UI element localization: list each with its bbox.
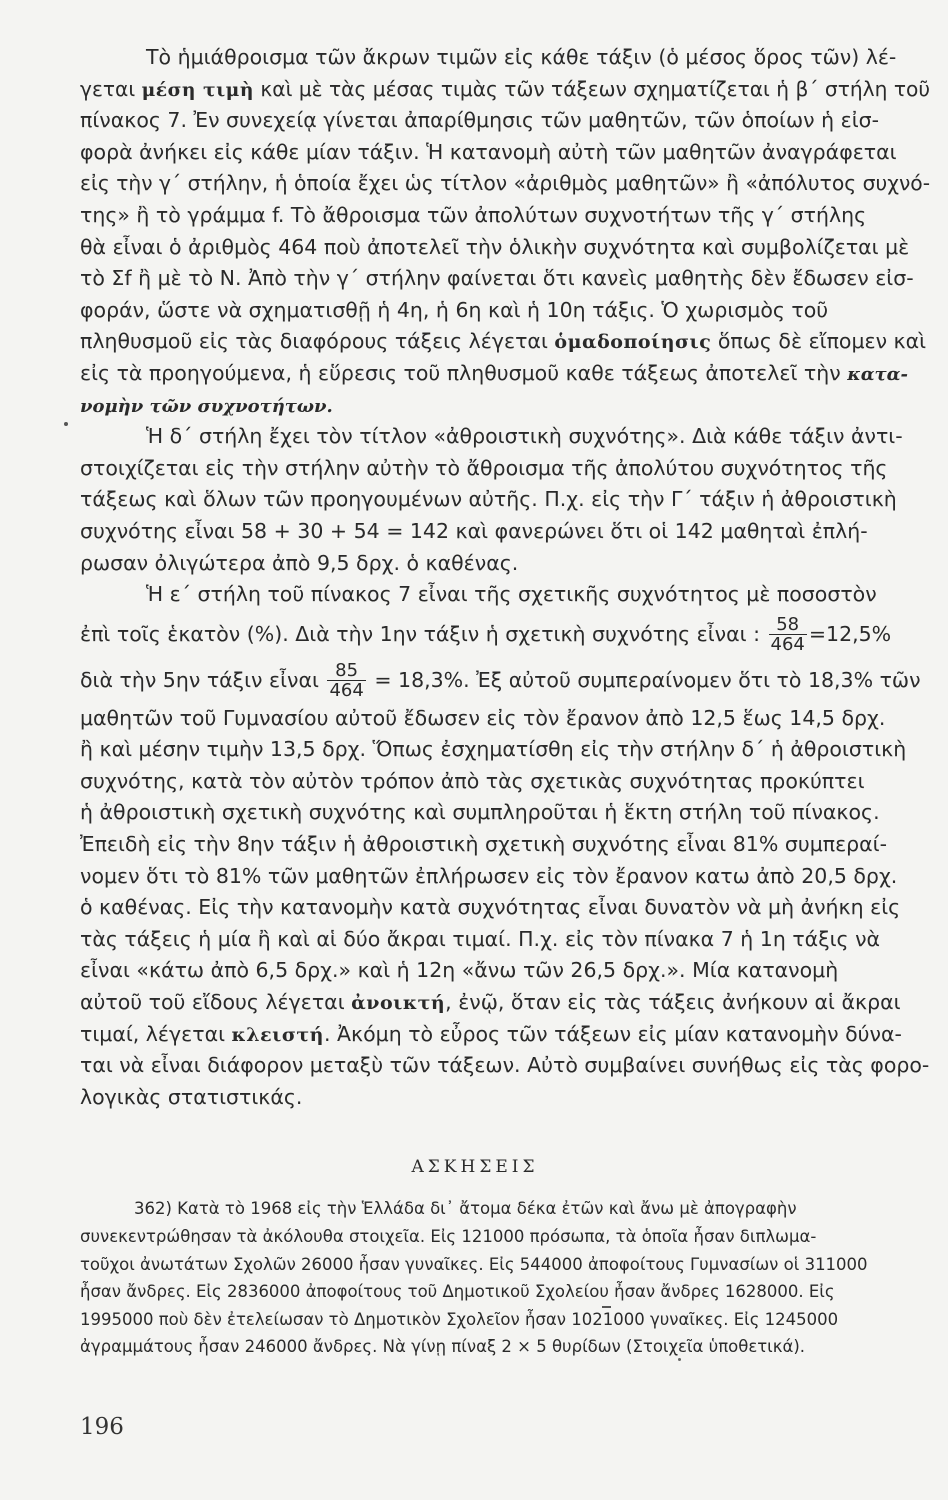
text-line — [80, 987, 930, 1019]
text-line: συνεκεντρώθησαν τὰ ἀκόλουθα στοιχεῖα. Εἰς 121000 πρόσωπα, τὰ ὁποῖα ἦσαν διπλωμα- — [80, 1227, 817, 1246]
emphasized-term: μέση τιμὴ — [141, 78, 254, 101]
text-line: 362) Κατὰ τὸ 1968 εἰς τὴν Ἑλλάδα δι᾿ ἄτομα δέκα ἐτῶν καὶ ἄνω μὲ ἀπογραφὴν — [134, 1199, 797, 1219]
text-line: Τὸ ἡμιάθροισμα τῶν ἄκρων τιμῶν εἰς κάθε τάξιν (ὁ μέσος ὅρος τῶν) λέ- — [146, 45, 897, 69]
text-line: φοράν, ὥστε νὰ σχηματισθῇ ἡ 4η, ἡ 6η καὶ ἡ 10η τάξις. Ὁ χωρισμὸς τοῦ — [80, 297, 829, 322]
paragraph-relative-frequency — [80, 579, 930, 1113]
text-line: Ἐπειδὴ εἰς τὴν 8ην τάξιν ἡ ἀθροιστικὴ σχετικὴ συχνότης εἶναι 81% συμπεραί- — [80, 832, 888, 857]
text-span: αὐτοῦ τοῦ εἴδους λέγεται — [80, 990, 352, 1015]
text-line: ρωσαν ὀλιγώτερα ἀπὸ 9,5 δρχ. ὁ καθένας. — [80, 550, 519, 575]
text-span: γεται — [80, 76, 142, 101]
text-line: τὸ Σf ἢ μὲ τὸ N. Ἀπὸ τὴν γ΄ στήλην φαίνεται ὅτι κανεὶς μαθητὴς δὲν ἔδωσεν εἰσ- — [80, 266, 914, 291]
text-span: = 18,3%. Ἐξ αὐτοῦ συμπεραίνομεν ὅτι τὸ 18,3% τῶν — [367, 667, 921, 692]
text-span: =12,5% — [808, 621, 892, 646]
text-line: τὰς τάξεις ἡ μία ἢ καὶ αἱ δύο ἄκραι τιμαί. Π.χ. εἰς τὸν πίνακα 7 ἡ 1η τάξις νὰ — [80, 926, 881, 951]
paragraph-mean-value — [80, 42, 930, 421]
page-number: 196 — [80, 1414, 124, 1440]
text-line: πίνακος 7. Ἐν συνεχείᾳ γίνεται ἀπαρίθμησις τῶν μαθητῶν, τῶν ὁποίων ἡ εἰσ- — [80, 108, 880, 133]
text-span: . Ἀκόμη τὸ εὖρος τῶν τάξεων εἰς μίαν κατανομὴν δύνα- — [323, 1021, 902, 1046]
text-line: μαθητῶν τοῦ Γυμνασίου αὐτοῦ ἔδωσεν εἰς τὸν ἔρανον ἀπὸ 12,5 ἕως 14,5 δρχ. — [80, 705, 886, 730]
emphasized-term: ἀνοικτή — [351, 992, 446, 1015]
section-heading: ΑΣΚΗΣΕΙΣ — [411, 1157, 539, 1178]
fraction-numerator: 58 — [769, 615, 807, 635]
text-span: καὶ μὲ τὰς μέσας τιμὰς τῶν τάξεων σχηματίζεται ἡ β΄ στήλη τοῦ — [253, 76, 930, 101]
text-line: φορὰ ἀνήκει εἰς κάθε μίαν τάξιν. Ἡ κατανομὴ αὐτὴ τῶν μαθητῶν ἀναγράφεται — [80, 139, 897, 164]
text-line: λογικὰς στατιστικάς. — [80, 1084, 303, 1109]
fraction — [769, 615, 807, 654]
text-line: συχνότης εἶναι 58 + 30 + 54 = 142 καὶ φανερώνει ὅτι οἱ 142 μαθηταὶ ἐπλή- — [80, 518, 868, 543]
emphasized-term: ὁμαδοποίησις — [554, 331, 712, 354]
emphasized-term: κλειστή — [231, 1023, 324, 1046]
text-line: ἡ ἀθροιστικὴ σχετικὴ συχνότης καὶ συμπληροῦται ἡ ἕκτη στήλη τοῦ πίνακος. — [80, 800, 880, 825]
fraction-denominator: 464 — [329, 680, 364, 702]
text-line: Ἡ δ΄ στήλη ἔχει τὸν τίτλον «ἀθροιστικὴ συχνότης». Διὰ κάθε τάξιν ἀντι- — [146, 424, 903, 449]
text-line: της» ἢ τὸ γράμμα f. Τὸ ἄθροισμα τῶν ἀπολύτων συχνοτήτων τῆς γ΄ στήλης — [80, 202, 867, 227]
print-mark — [678, 1358, 681, 1361]
text-line: τάξεως καὶ ὅλων τῶν προηγουμένων αὐτῆς. Π.χ. εἰς τὴν Γ΄ τάξιν ἡ ἀθροιστικὴ — [80, 487, 897, 512]
print-mark — [602, 1306, 611, 1308]
text-line: ἦσαν ἄνδρες. Εἰς 2836000 ἀποφοίτους τοῦ Δημοτικοῦ Σχολείου ἦσαν ἄνδρες 1628000. Εἰς — [80, 1282, 835, 1302]
text-line: 1995000 ποὺ δὲν ἐτελείωσαν τὸ Δημοτικὸν Σχολεῖον ἦσαν 1021000 γυναῖκες. Εἰς 1245000 — [80, 1309, 839, 1329]
text-span: ἐπὶ τοῖς ἑκατὸν (%). Διὰ τὴν 1ην τάξιν ἡ σχετικὴ συχνότης εἶναι : — [80, 621, 767, 646]
text-line — [80, 1019, 930, 1051]
text-line: ἀγραμμάτους ἦσαν 246000 ἄνδρες. Νὰ γίνῃ πίναξ 2 × 5 θυρίδων (Στοιχεῖα ὑποθετικά). — [80, 1337, 806, 1357]
text-line: ὁ καθένας. Εἰς τὴν κατανομὴν κατὰ συχνότητας εἶναι δυνατὸν νὰ μὴ ἀνήκη εἰς — [80, 895, 901, 920]
text-span: εἰς τὰ προηγούμενα, ἡ εὕρεσις τοῦ πληθυσμοῦ καθε τάξεως ἀποτελεῖ τὴν — [80, 360, 848, 385]
print-mark — [64, 422, 68, 426]
text-span: διὰ τὴν 5ην τάξιν εἶναι — [80, 667, 326, 692]
text-line: ται νὰ εἶναι διάφορον μεταξὺ τῶν τάξεων. Αὐτὸ συμβαίνει συνήθως εἰς τὰς φορο- — [80, 1053, 930, 1078]
text-line: τοῦχοι ἀνωτάτων Σχολῶν 26000 ἦσαν γυναῖκες. Εἰς 544000 ἀποφοίτους Γυμνασίων οἱ 311000 — [80, 1254, 868, 1274]
text-line-fraction-1 — [80, 611, 930, 657]
fraction-denominator: 464 — [770, 634, 805, 656]
text-line: ἢ καὶ μέσην τιμὴν 13,5 δρχ. Ὅπως ἐσχηματίσθη εἰς τὴν στήλην δ΄ ἡ ἀθροιστικὴ — [80, 737, 907, 762]
text-span: ὅπως δὲ εἴπομεν καὶ — [711, 329, 927, 354]
text-line-fraction-2 — [80, 657, 930, 703]
text-span: , ἐνῷ, ὅταν εἰς τὰς τάξεις ἀνήκουν αἱ ἄκραι — [445, 990, 901, 1015]
text-line — [80, 358, 930, 390]
text-line: στοιχίζεται εἰς τὴν στήλην αὐτὴν τὸ ἄθροισμα τῆς ἀπολύτου συχνότητος τῆς — [80, 455, 888, 480]
text-line: νομεν ὅτι τὸ 81% τῶν μαθητῶν ἐπλήρωσεν εἰς τὸν ἔρανον κατω ἀπὸ 20,5 δρχ. — [80, 863, 898, 888]
text-line: θὰ εἶναι ὁ ἀριθμὸς 464 ποὺ ἀποτελεῖ τὴν ὁλικὴν συχνότητα καὶ συμβολίζεται μὲ — [80, 234, 910, 259]
text-line — [80, 74, 930, 106]
emphasized-term: κατα- — [847, 363, 908, 385]
text-line — [80, 390, 930, 422]
fraction — [327, 661, 365, 700]
text-line — [80, 326, 930, 358]
emphasized-term: νομὴν τῶν συχνοτήτων. — [80, 395, 333, 417]
text-span: πληθυσμοῦ εἰς τὰς διαφόρους τάξεις λέγεται — [80, 329, 555, 354]
paragraph-cumulative-frequency — [80, 421, 930, 579]
text-line: εἰς τὴν γ΄ στήλην, ἡ ὁποία ἔχει ὡς τίτλον «ἀριθμὸς μαθητῶν» ἢ «ἀπόλυτος συχνό- — [80, 171, 930, 196]
text-span: τιμαί, λέγεται — [80, 1021, 232, 1046]
text-line: Ἡ ε΄ στήλη τοῦ πίνακος 7 εἶναι τῆς σχετικῆς συχνότητος μὲ ποσοστὸν — [146, 582, 877, 607]
text-line: εἶναι «κάτω ἀπὸ 6,5 δρχ.» καὶ ἡ 12η «ἄνω τῶν 26,5 δρχ.». Μία κατανομὴ — [80, 958, 839, 983]
exercise-362 — [80, 1195, 930, 1361]
fraction-numerator: 85 — [327, 661, 365, 681]
text-line: συχνότης, κατὰ τὸν αὐτὸν τρόπον ἀπὸ τὰς σχετικὰς συχνότητας προκύπτει — [80, 768, 865, 793]
